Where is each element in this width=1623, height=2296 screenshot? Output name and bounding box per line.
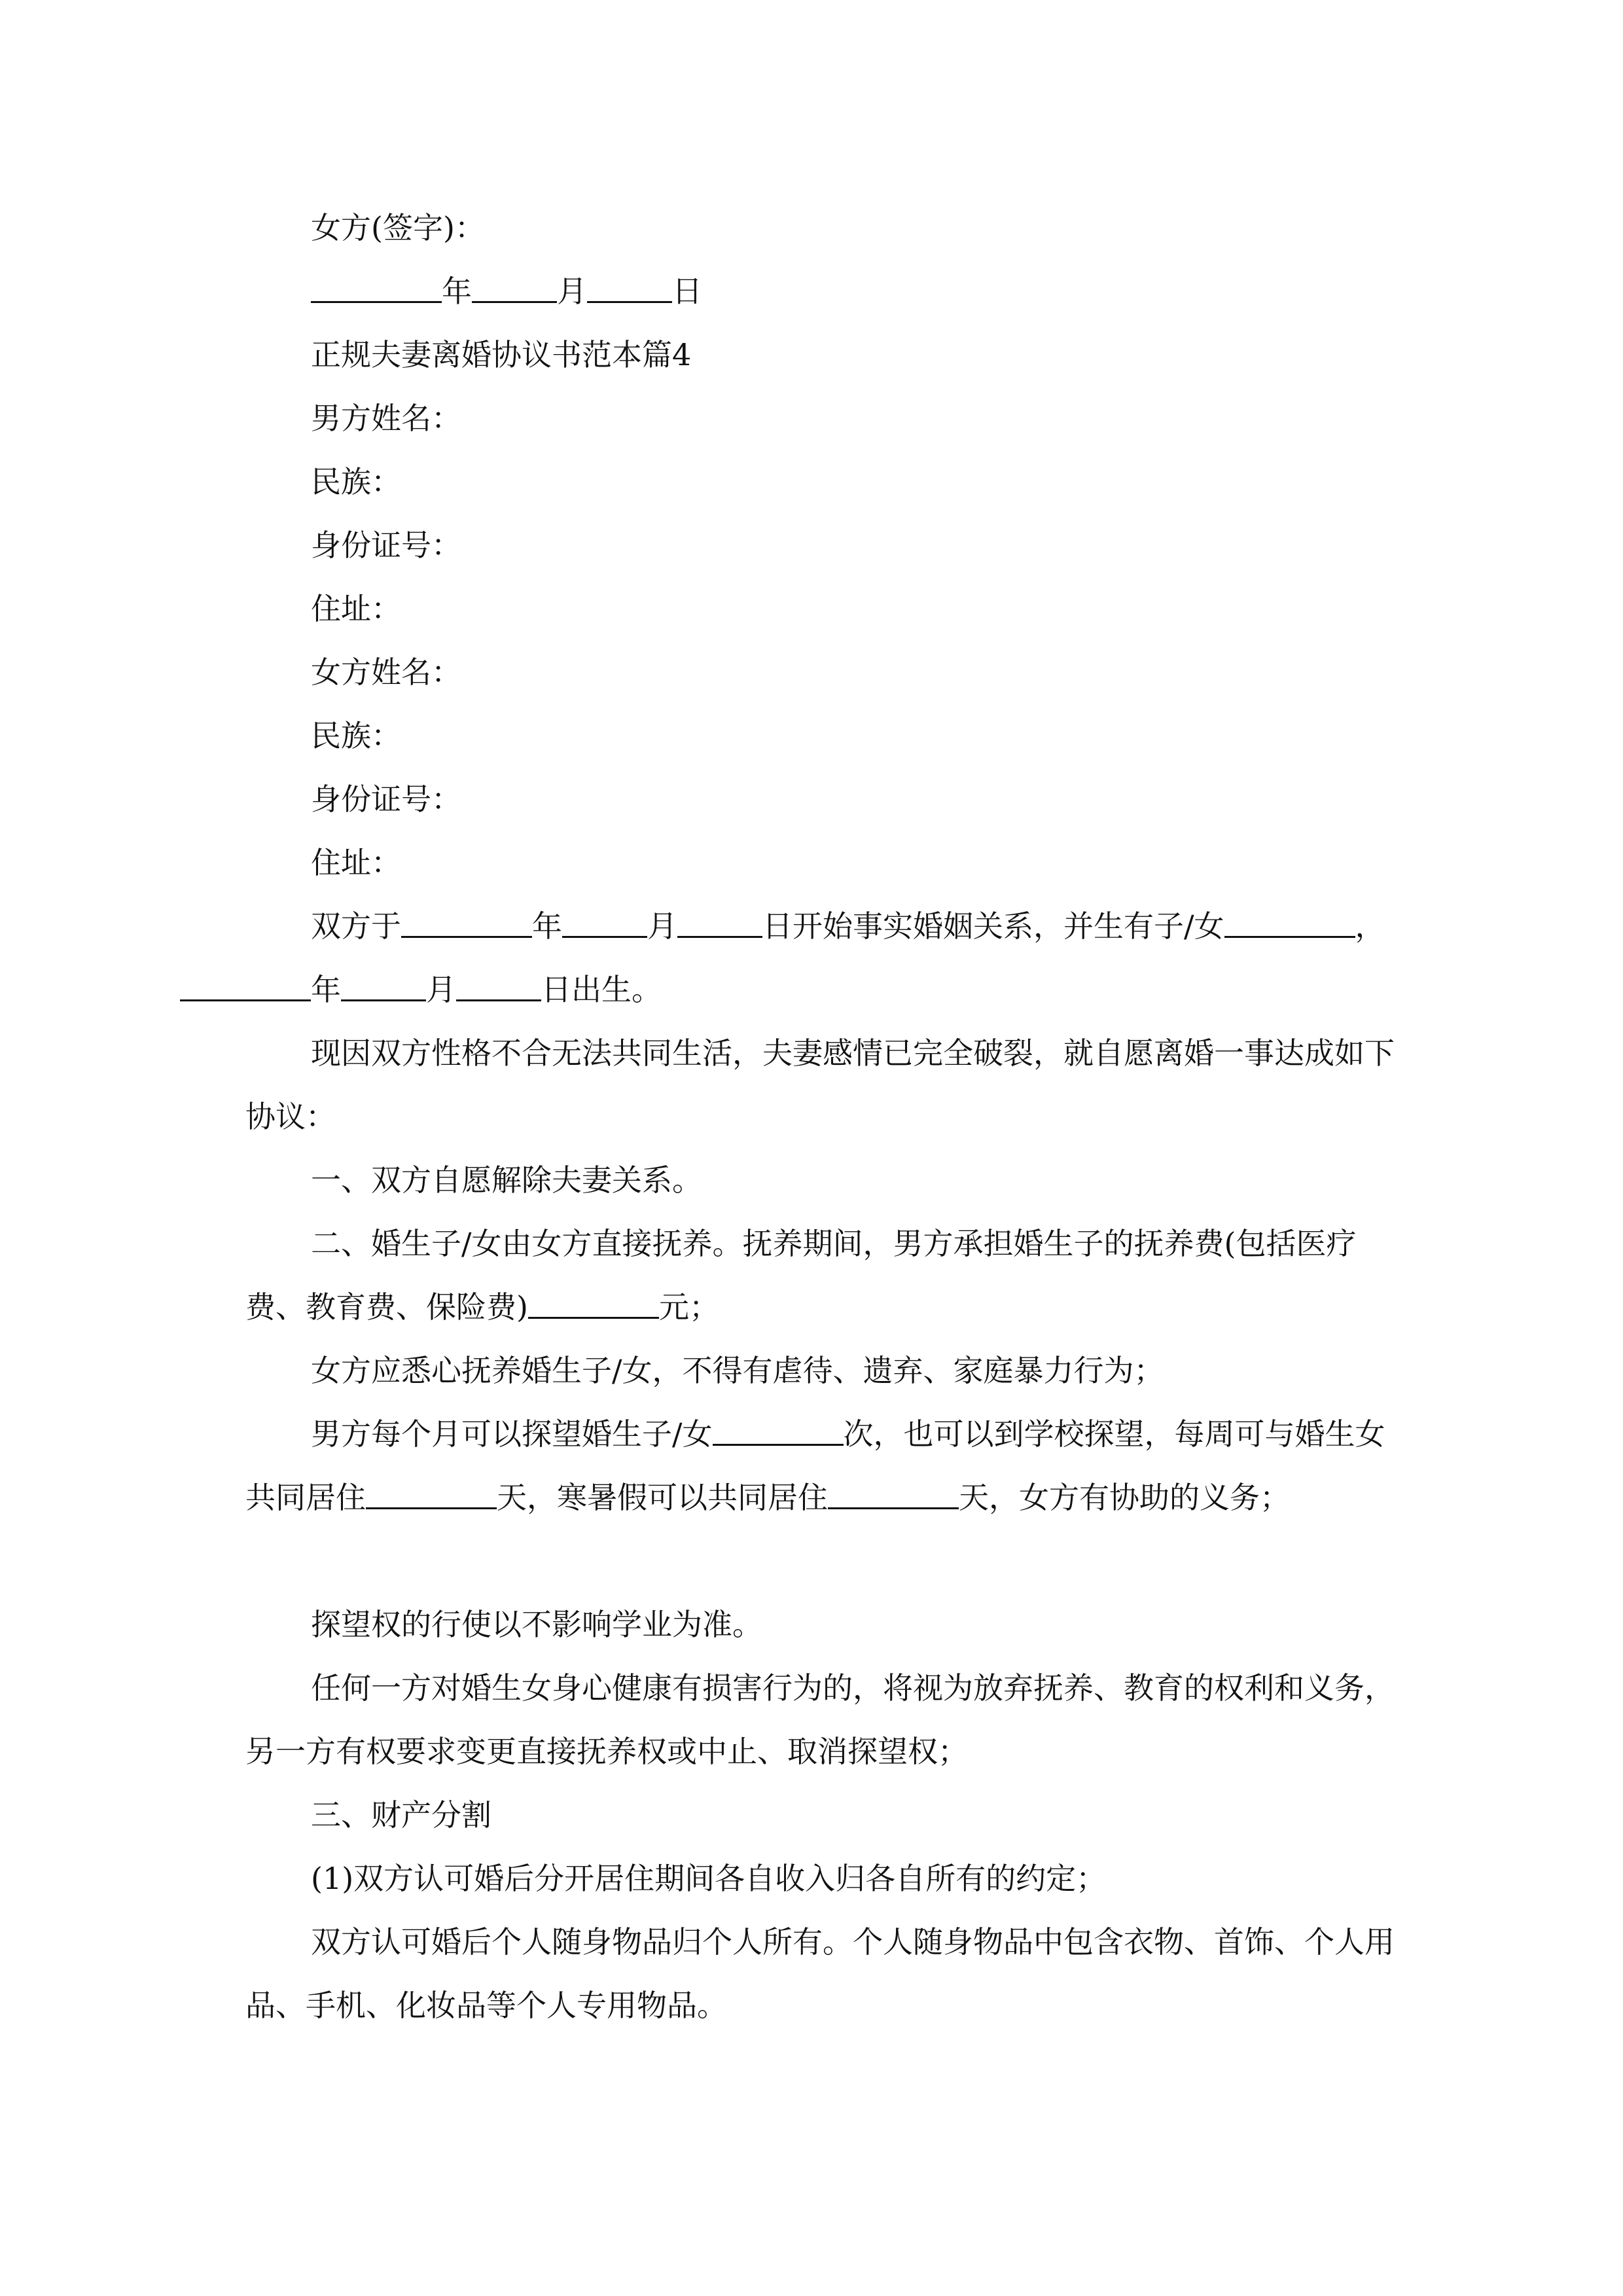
date-line: 年 月 日 <box>311 260 1463 323</box>
visitation-paragraph: 男方每个月可以探望婚生子/女 次，也可以到学校探望，每周可与婚生女共同居住 天，寒暑假可以共同居住 天，女方有协助的义务； <box>245 1416 1385 1515</box>
husband-id-field: 身份证号： <box>311 528 461 563</box>
harm-clause: 任何一方对婚生女身心健康有损害行为的，将视为放弃抚养、教育的权利和义务，另一方有权要求变更直接抚养权或中止、取消探望权； <box>245 1670 1395 1769</box>
reason-paragraph: 现因双方性格不合无法共同生活，夫妻感情已完全破裂，就自愿离婚一事达成如下协议： <box>245 1035 1395 1134</box>
property-item-1: (1)双方认可婚后分开居住期间各自收入归各自所有的约定； <box>311 1861 1107 1896</box>
wife-signature-line: 女方(签字)： <box>311 210 485 245</box>
husband-ethnicity-field: 民族： <box>311 464 401 499</box>
visitation-limit: 探望权的行使以不影响学业为准。 <box>311 1607 762 1642</box>
clause-2: 二、婚生子/女由女方直接抚养。抚养期间，男方承担婚生子的抚养费(包括医疗费、教育费、保险费) 元； <box>245 1226 1357 1325</box>
wife-name-field: 女方姓名： <box>311 655 461 690</box>
blank <box>562 908 647 939</box>
blank <box>528 1289 659 1319</box>
blank <box>677 908 762 939</box>
blank <box>341 971 426 1002</box>
blank <box>713 1416 844 1446</box>
blank <box>587 273 672 304</box>
wife-ethnicity-field: 民族： <box>311 718 401 753</box>
blank <box>366 1479 497 1510</box>
property-item-2: 双方认可婚后个人随身物品归个人所有。个人随身物品中包含衣物、首饰、个人用品、手机、化妆品等个人专用物品。 <box>245 1924 1395 2023</box>
section-title: 正规夫妻离婚协议书范本篇4 <box>311 337 692 372</box>
blank <box>1224 908 1355 939</box>
blank <box>180 971 311 1002</box>
blank <box>311 273 442 304</box>
blank <box>401 908 532 939</box>
blank <box>456 971 541 1002</box>
clause-1: 一、双方自愿解除夫妻关系。 <box>311 1162 702 1198</box>
husband-name-field: 男方姓名： <box>311 401 461 436</box>
husband-address-field: 住址： <box>311 591 401 626</box>
blank <box>828 1479 959 1510</box>
blank <box>472 273 557 304</box>
wife-id-field: 身份证号： <box>311 781 461 817</box>
marriage-paragraph: 双方于 年 月 日开始事实婚姻关系，并生有子/女 ， 年 月 日出生。 <box>245 895 1397 1022</box>
clause-2-care: 女方应悉心抚养婚生子/女，不得有虐待、遗弃、家庭暴力行为； <box>311 1353 1164 1388</box>
wife-address-field: 住址： <box>311 845 401 880</box>
clause-3-heading: 三、财产分割 <box>311 1797 491 1833</box>
